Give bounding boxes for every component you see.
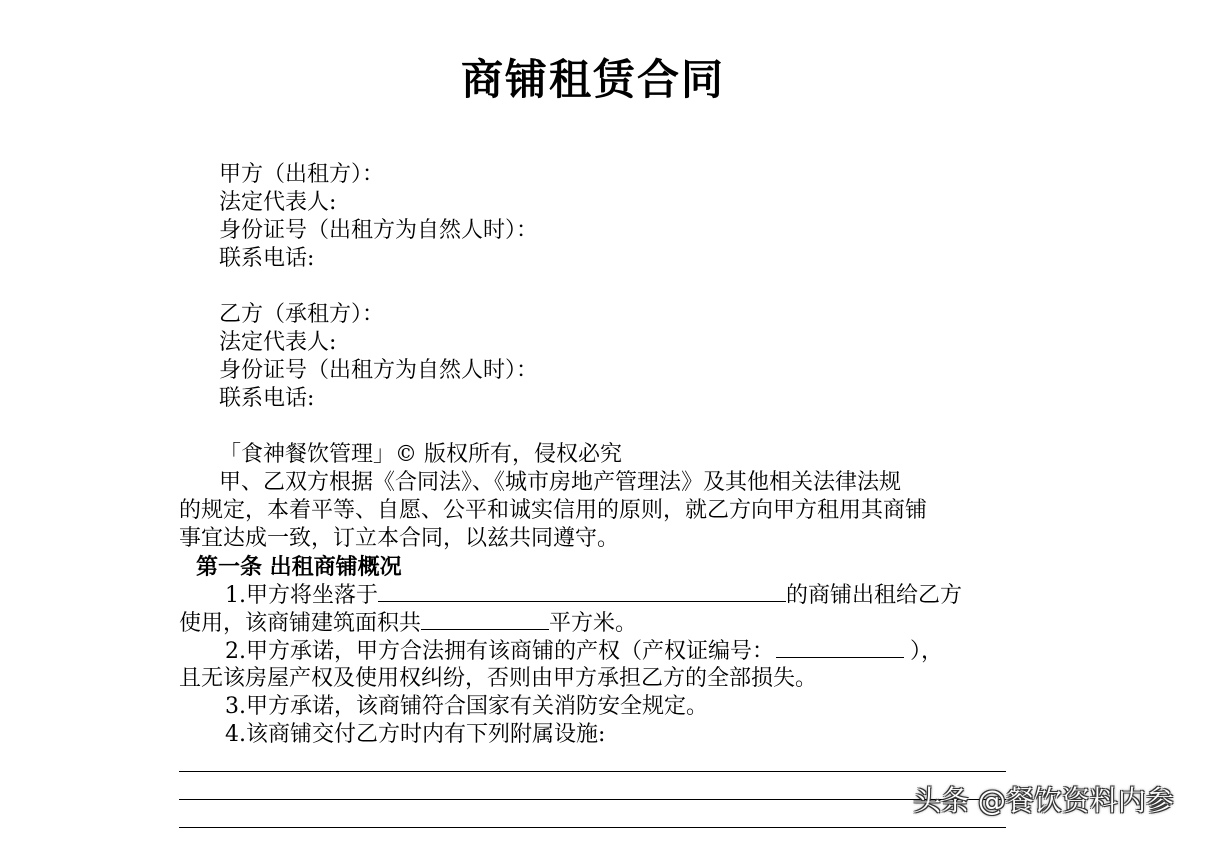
preamble-line-2: 的规定，本着平等、自愿、公平和诚实信用的原则，就乙方向甲方租用其商铺 bbox=[179, 498, 928, 523]
clause-1-text-b: 的商铺出租给乙方 bbox=[786, 583, 963, 608]
party-b-id-number: 身份证号（出租方为自然人时）： bbox=[219, 358, 539, 383]
document-title: 商铺租赁合同 bbox=[460, 55, 725, 104]
preamble-line-1: 甲、乙双方根据《合同法》、《城市房地产管理法》及其他相关法律法规 bbox=[219, 470, 902, 495]
preamble-line-3: 事宜达成一致，订立本合同，以兹共同遵守。 bbox=[179, 526, 620, 551]
clause-2-line-1 bbox=[225, 637, 943, 666]
clause-2-line-2: 且无该房屋产权及使用权纠纷，否则由甲方承担乙方的全部损失。 bbox=[179, 666, 818, 691]
party-b-representative: 法定代表人: bbox=[219, 330, 337, 355]
party-a-id-number: 身份证号（出租方为自然人时）： bbox=[219, 218, 539, 243]
location-blank bbox=[378, 581, 786, 602]
clause-1-text-c: 使用，该商铺建筑面积共 bbox=[179, 611, 422, 636]
article-1-heading: 第一条 出租商铺概况 bbox=[196, 554, 402, 580]
certificate-number-blank bbox=[776, 637, 904, 658]
clause-1-text-a: 1.甲方将坐落于 bbox=[225, 583, 378, 608]
copyright-notice: 「食神餐饮管理」© 版权所有，侵权必究 bbox=[219, 442, 622, 467]
clause-1-text-d: 平方米。 bbox=[549, 611, 638, 636]
area-blank bbox=[421, 609, 549, 630]
clause-1-line-1 bbox=[225, 581, 962, 610]
facilities-blank-line-1 bbox=[179, 771, 1006, 772]
facilities-blank-line-2 bbox=[179, 799, 1006, 800]
clause-3: 3.甲方承诺，该商铺符合国家有关消防安全规定。 bbox=[225, 694, 708, 719]
clause-2-text-b: ）， bbox=[910, 639, 944, 664]
clause-1-line-2 bbox=[179, 609, 637, 638]
clause-2-text-a: 2.甲方承诺，甲方合法拥有该商铺的产权（产权证编号： bbox=[225, 639, 774, 664]
clause-4: 4.该商铺交付乙方时内有下列附属设施: bbox=[225, 722, 606, 747]
party-b-phone: 联系电话: bbox=[219, 386, 315, 411]
party-a-label: 甲方（出租方）： bbox=[219, 162, 385, 187]
party-a-representative: 法定代表人: bbox=[219, 190, 337, 215]
party-a-phone: 联系电话: bbox=[219, 246, 315, 271]
facilities-blank-line-3 bbox=[179, 827, 1006, 828]
watermark: 头条 @餐饮资料内参 bbox=[913, 784, 1174, 817]
party-b-label: 乙方（承租方）： bbox=[219, 302, 385, 327]
